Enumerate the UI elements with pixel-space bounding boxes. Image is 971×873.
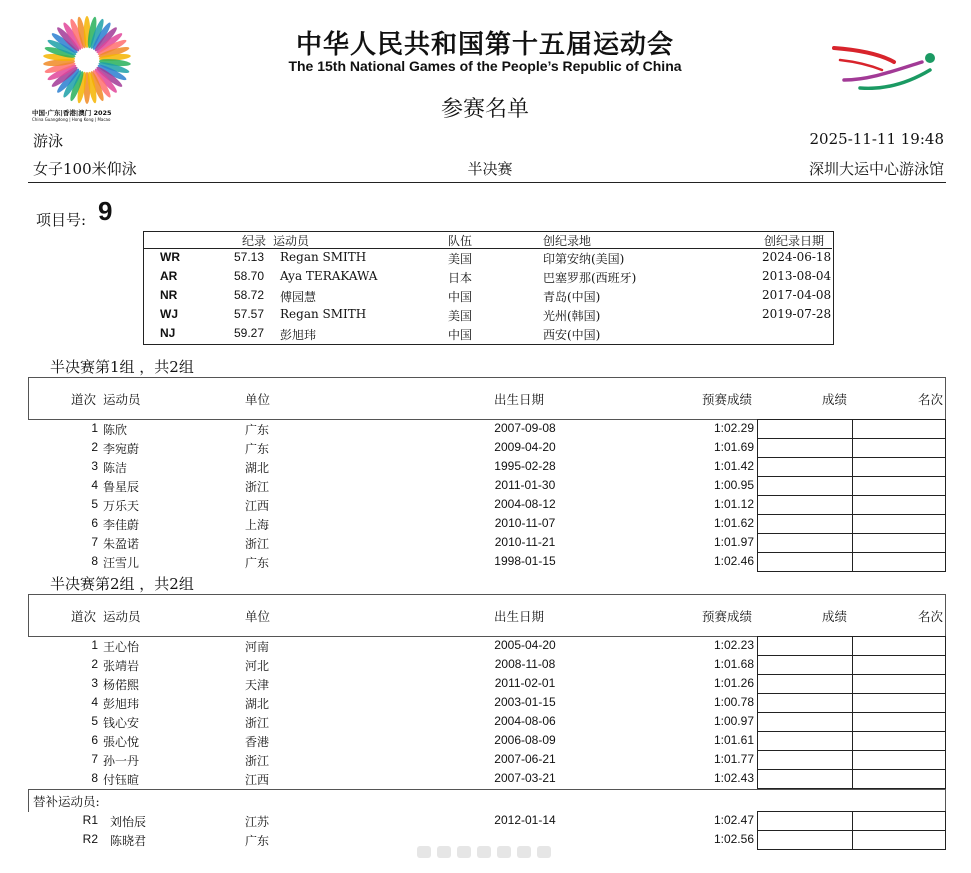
record-date: 2024-06-18 [762,250,832,264]
prelim-time: 1:02.46 [713,554,754,568]
athlete-unit: 浙江 [245,716,270,730]
record-athlete: 傅园慧 [280,290,317,304]
athlete-name: 朱盈诺 [103,537,140,551]
lane-number: 2 [91,657,98,671]
athlete-name: 鲁星辰 [103,480,140,494]
prelim-time: 1:02.47 [713,813,754,827]
records-header-mark: 纪录 [242,234,267,248]
record-mark: 58.70 [234,269,265,283]
rank-cell [852,655,946,675]
logo-subtext: China Guangdong | Hong Kong | Macao [32,117,111,122]
header-rank: 名次 [918,392,944,407]
record-mark: 57.13 [234,250,265,264]
athlete-unit: 广东 [245,834,270,848]
prelim-time: 1:01.12 [713,497,754,511]
header-rank: 名次 [918,609,944,624]
records-header-team: 队伍 [448,234,473,248]
rank-cell [852,674,946,694]
records-header-date: 创纪录日期 [764,234,825,248]
rank-cell [852,811,946,831]
record-athlete: Regan SMITH [280,307,367,321]
athlete-dob: 2007-03-21 [494,771,556,785]
record-athlete: 彭旭玮 [280,328,317,342]
athlete-name: 杨偌熙 [103,678,140,692]
record-team: 美国 [448,309,473,323]
rank-cell [852,457,946,477]
athlete-name: 刘怡辰 [110,815,147,829]
prelim-time: 1:01.61 [713,733,754,747]
rank-cell [852,476,946,496]
athlete-unit: 香港 [245,735,270,749]
prelim-time: 1:01.26 [713,676,754,690]
result-cell [757,712,853,732]
record-place: 青岛(中国) [543,290,601,304]
athlete-dob: 2011-01-30 [494,478,556,492]
swimming-pictogram-icon [830,40,942,90]
watermark [417,843,557,861]
lane-number: 5 [91,714,98,728]
rank-cell [852,552,946,572]
swimming-emblem [830,40,942,90]
lane-number: 4 [91,478,98,492]
record-mark: 57.57 [234,307,265,321]
rank-cell [852,438,946,458]
prelim-time: 1:01.77 [713,752,754,766]
lane-number: 3 [91,459,98,473]
reserves-title: 替补运动员: [33,794,100,809]
result-cell [757,830,853,850]
result-cell [757,514,853,534]
games-title-cn: 中华人民共和国第十五届运动会 [295,30,674,60]
athlete-dob: 1998-01-15 [494,554,556,568]
records-header-athlete: 运动员 [273,234,310,248]
athlete-dob: 2004-08-06 [494,714,556,728]
athlete-name: 孙一丹 [103,754,140,768]
lane-number: R2 [82,832,98,846]
header-dob: 出生日期 [494,392,545,407]
record-athlete: Regan SMITH [280,250,367,264]
rank-cell [852,636,946,656]
rank-cell [852,731,946,751]
athlete-dob: 2007-06-21 [494,752,556,766]
record-place: 西安(中国) [543,328,601,342]
header-prelim: 预赛成绩 [702,609,753,624]
athlete-name: 張心悅 [103,735,140,749]
lane-number: 2 [91,440,98,454]
result-cell [757,419,853,439]
lane-number: 7 [91,535,98,549]
record-date: 2017-04-08 [762,288,832,302]
prelim-time: 1:00.97 [713,714,754,728]
athlete-name: 陈晓君 [110,834,147,848]
record-athlete: Aya TERAKAWA [280,269,378,283]
prelim-time: 1:02.23 [713,638,754,652]
lane-number: 3 [91,676,98,690]
lane-number: 8 [91,554,98,568]
header-divider [28,182,946,183]
rank-cell [852,495,946,515]
lane-number: 5 [91,497,98,511]
result-cell [757,731,853,751]
athlete-dob: 2011-02-01 [494,676,556,690]
heat-header-box [28,594,946,636]
record-date: 2013-08-04 [762,269,832,283]
header-unit: 单位 [245,392,271,407]
athlete-dob: 2010-11-21 [494,535,556,549]
athlete-unit: 河北 [245,659,270,673]
prelim-time: 1:02.56 [713,832,754,846]
event-number: 9 [98,196,113,226]
prelim-time: 1:01.69 [713,440,754,454]
games-title-en: The 15th National Games of the People’s Republic of China [288,58,682,74]
athlete-name: 李宛蔚 [103,442,140,456]
prelim-time: 1:02.43 [713,771,754,785]
event-name: 女子100米仰泳 [33,160,137,178]
athlete-dob: 2003-01-15 [494,695,556,709]
header-result: 成绩 [822,609,848,624]
result-cell [757,674,853,694]
athlete-unit: 浙江 [245,537,270,551]
logo-text: 中国·广东|香港|澳门 2025 [32,109,112,117]
athlete-dob: 2006-08-09 [494,733,556,747]
header-athlete: 运动员 [103,609,141,624]
athlete-name: 张靖岩 [103,659,140,673]
heat-header-box [28,377,946,419]
result-cell [757,693,853,713]
athlete-unit: 浙江 [245,480,270,494]
athlete-unit: 上海 [245,518,270,532]
athlete-unit: 湖北 [245,697,270,711]
games-logo [32,8,142,126]
result-cell [757,457,853,477]
athlete-name: 万乐天 [103,499,140,513]
athlete-name: 陈欣 [103,423,128,437]
athlete-dob: 2012-01-14 [494,813,556,827]
rank-cell [852,514,946,534]
athlete-dob: 1995-02-28 [494,459,556,473]
athlete-name: 钱心安 [103,716,140,730]
header-athlete: 运动员 [103,392,141,407]
result-cell [757,533,853,553]
header-result: 成绩 [822,392,848,407]
athlete-name: 李佳蔚 [103,518,140,532]
heat-title: 半决赛第2组 ，共2组 [50,575,194,593]
event-phase: 半决赛 [467,160,513,178]
athlete-unit: 江西 [245,499,270,513]
lane-number: 6 [91,733,98,747]
athlete-name: 付钰暄 [103,773,140,787]
venue-name: 深圳大运中心游泳馆 [808,160,944,178]
rank-cell [852,533,946,553]
result-cell [757,476,853,496]
lane-number: 8 [91,771,98,785]
record-team: 美国 [448,252,473,266]
header-unit: 单位 [245,609,271,624]
prelim-time: 1:01.62 [713,516,754,530]
athlete-dob: 2010-11-07 [494,516,556,530]
record-code: NJ [160,326,176,340]
record-place: 巴塞罗那(西班牙) [543,271,637,285]
records-header-place: 创纪录地 [543,234,592,248]
athlete-name: 彭旭玮 [103,697,140,711]
prelim-time: 1:00.78 [713,695,754,709]
prelim-time: 1:01.68 [713,657,754,671]
record-team: 中国 [448,328,473,342]
result-cell [757,769,853,789]
athlete-unit: 湖北 [245,461,270,475]
records-header-divider [143,248,832,249]
header-dob: 出生日期 [494,609,545,624]
heat-title: 半决赛第1组 ，共2组 [50,358,194,376]
prelim-time: 1:01.42 [713,459,754,473]
athlete-name: 王心怡 [103,640,140,654]
rank-cell [852,830,946,850]
result-cell [757,495,853,515]
athlete-dob: 2007-09-08 [494,421,556,435]
document-subtitle: 参赛名单 [440,97,529,122]
athlete-dob: 2005-04-20 [494,638,556,652]
athlete-unit: 广东 [245,556,270,570]
result-cell [757,811,853,831]
lane-number: 4 [91,695,98,709]
result-cell [757,750,853,770]
flower-logo-icon [32,8,142,108]
record-code: NR [160,288,178,302]
athlete-dob: 2004-08-12 [494,497,556,511]
prelim-time: 1:00.95 [713,478,754,492]
reserves-header-box [28,789,946,812]
rank-cell [852,419,946,439]
print-timestamp: 2025-11-11 19:48 [809,130,944,148]
record-date: 2019-07-28 [762,307,832,321]
header-lane: 道次 [71,609,97,624]
rank-cell [852,769,946,789]
result-cell [757,552,853,572]
event-number-label: 项目号: [36,211,87,229]
athlete-name: 陈洁 [103,461,128,475]
athlete-unit: 天津 [245,678,270,692]
watermark-dots-icon [417,843,557,861]
result-cell [757,655,853,675]
record-code: WR [160,250,180,264]
athlete-unit: 广东 [245,442,270,456]
athlete-unit: 江西 [245,773,270,787]
lane-number: 7 [91,752,98,766]
header-prelim: 预赛成绩 [702,392,753,407]
athlete-unit: 河南 [245,640,270,654]
record-code: AR [160,269,178,283]
record-team: 日本 [448,271,473,285]
record-team: 中国 [448,290,473,304]
record-mark: 59.27 [234,326,265,340]
lane-number: 6 [91,516,98,530]
lane-number: 1 [91,421,98,435]
header-lane: 道次 [71,392,97,407]
record-place: 光州(韩国) [543,309,601,323]
lane-number: 1 [91,638,98,652]
prelim-time: 1:02.29 [713,421,754,435]
record-code: WJ [160,307,178,321]
prelim-time: 1:01.97 [713,535,754,549]
athlete-dob: 2009-04-20 [494,440,556,454]
rank-cell [852,693,946,713]
athlete-dob: 2008-11-08 [494,657,556,671]
result-cell [757,636,853,656]
athlete-name: 汪雪儿 [103,556,140,570]
lane-number: R1 [82,813,98,827]
rank-cell [852,712,946,732]
athlete-unit: 浙江 [245,754,270,768]
rank-cell [852,750,946,770]
record-place: 印第安纳(美国) [543,252,625,266]
sport-name: 游泳 [33,132,64,150]
athlete-unit: 江苏 [245,815,270,829]
athlete-unit: 广东 [245,423,270,437]
result-cell [757,438,853,458]
record-mark: 58.72 [234,288,265,302]
